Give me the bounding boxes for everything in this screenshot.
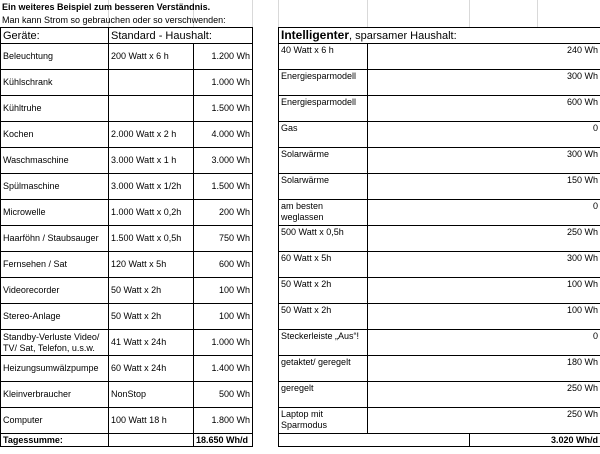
smart-calc-cell[interactable]: 40 Watt x 6 h xyxy=(279,44,368,70)
standard-value-cell[interactable]: 600 Wh xyxy=(194,252,253,278)
smart-value-cell[interactable]: 0 xyxy=(368,330,600,356)
totals-smart[interactable]: 3.020 Wh/d xyxy=(470,434,600,447)
device-cell[interactable]: Kleinverbraucher xyxy=(1,382,109,408)
standard-calc-cell[interactable]: 60 Watt x 24h xyxy=(109,356,194,382)
standard-value-cell[interactable]: 1.000 Wh xyxy=(194,70,253,96)
gap-cell xyxy=(253,28,279,44)
smart-value-cell[interactable]: 150 Wh xyxy=(368,174,600,200)
device-cell[interactable]: Waschmaschine xyxy=(1,148,109,174)
smart-calc-cell[interactable]: getaktet/ geregelt xyxy=(279,356,368,382)
table-row xyxy=(1,226,600,252)
device-cell[interactable]: Kühltruhe xyxy=(1,96,109,122)
standard-value-cell[interactable]: 3.000 Wh xyxy=(194,148,253,174)
totals-label[interactable]: Tagessumme: xyxy=(1,434,109,447)
table-row xyxy=(1,304,600,330)
device-cell[interactable]: Spülmaschine xyxy=(1,174,109,200)
standard-value-cell[interactable]: 100 Wh xyxy=(194,278,253,304)
smart-calc-cell[interactable]: Solarwärme xyxy=(279,174,368,200)
smart-value-cell[interactable]: 180 Wh xyxy=(368,356,600,382)
smart-calc-cell[interactable]: 60 Watt x 5h xyxy=(279,252,368,278)
standard-value-cell[interactable]: 4.000 Wh xyxy=(194,122,253,148)
gap-cell xyxy=(253,382,279,408)
gap-cell xyxy=(253,70,279,96)
smart-calc-cell[interactable]: 500 Watt x 0,5h xyxy=(279,226,368,252)
totals-standard[interactable]: 18.650 Wh/d xyxy=(194,434,253,447)
comparison-table xyxy=(0,27,600,447)
smart-value-cell[interactable]: 240 Wh xyxy=(368,44,600,70)
standard-value-cell[interactable]: 100 Wh xyxy=(194,304,253,330)
smart-calc-cell[interactable]: geregelt xyxy=(279,382,368,408)
device-cell[interactable]: Stereo-Anlage xyxy=(1,304,109,330)
totals-empty xyxy=(109,434,194,447)
gap-cell xyxy=(253,434,279,447)
gap-cell xyxy=(253,304,279,330)
standard-calc-cell[interactable]: 100 Watt 18 h xyxy=(109,408,194,434)
smart-value-cell[interactable]: 300 Wh xyxy=(368,70,600,96)
device-cell[interactable]: Beleuchtung xyxy=(1,44,109,70)
table-row xyxy=(1,356,600,382)
device-cell[interactable]: Fernsehen / Sat xyxy=(1,252,109,278)
table-row xyxy=(1,174,600,200)
standard-value-cell[interactable]: 1.000 Wh xyxy=(194,330,253,356)
smart-calc-cell[interactable]: Energiesparmodell xyxy=(279,96,368,122)
smart-value-cell[interactable]: 250 Wh xyxy=(368,408,600,434)
device-cell[interactable]: Computer xyxy=(1,408,109,434)
smart-calc-cell[interactable]: Gas xyxy=(279,122,368,148)
standard-value-cell[interactable]: 500 Wh xyxy=(194,382,253,408)
standard-calc-cell[interactable]: 41 Watt x 24h xyxy=(109,330,194,356)
device-cell[interactable]: Microwelle xyxy=(1,200,109,226)
device-cell[interactable]: Kühlschrank xyxy=(1,70,109,96)
standard-value-cell[interactable]: 200 Wh xyxy=(194,200,253,226)
standard-calc-cell[interactable]: NonStop xyxy=(109,382,194,408)
standard-calc-cell[interactable]: 50 Watt x 2h xyxy=(109,304,194,330)
standard-value-cell[interactable]: 1.500 Wh xyxy=(194,174,253,200)
header-geraete[interactable]: Geräte: xyxy=(1,28,109,44)
gap-cell xyxy=(253,122,279,148)
table-row xyxy=(1,70,600,96)
standard-calc-cell[interactable]: 200 Watt x 6 h xyxy=(109,44,194,70)
smart-calc-cell[interactable]: 50 Watt x 2h xyxy=(279,278,368,304)
device-cell[interactable]: Standby-Verluste Video/ TV/ Sat, Telefon, u.s.w. xyxy=(1,330,109,356)
table-row xyxy=(1,408,600,434)
header-smart-bold: Intelligenter xyxy=(281,28,350,42)
gap-cell xyxy=(253,408,279,434)
smart-calc-cell[interactable]: Steckerleiste „Aus“! xyxy=(279,330,368,356)
totals-smart-empty xyxy=(279,434,470,447)
standard-value-cell[interactable]: 750 Wh xyxy=(194,226,253,252)
smart-calc-cell[interactable]: Laptop mit Sparmodus xyxy=(279,408,368,434)
gap-cell xyxy=(253,174,279,200)
table-row xyxy=(1,122,600,148)
table-row xyxy=(1,382,600,408)
table-row xyxy=(1,44,600,70)
standard-calc-cell[interactable]: 1.500 Watt x 0,5h xyxy=(109,226,194,252)
device-cell[interactable]: Heizungsumwälzpumpe xyxy=(1,356,109,382)
standard-calc-cell[interactable] xyxy=(109,70,194,96)
header-smart[interactable] xyxy=(279,28,600,44)
device-cell[interactable]: Videorecorder xyxy=(1,278,109,304)
gap-cell xyxy=(253,356,279,382)
gap-cell xyxy=(253,148,279,174)
smart-calc-cell[interactable]: 50 Watt x 2h xyxy=(279,304,368,330)
standard-value-cell[interactable]: 1.800 Wh xyxy=(194,408,253,434)
gap-cell xyxy=(253,200,279,226)
standard-calc-cell[interactable]: 3.000 Watt x 1 h xyxy=(109,148,194,174)
device-cell[interactable]: Kochen xyxy=(1,122,109,148)
header-row xyxy=(1,28,600,44)
table-row xyxy=(1,200,600,226)
smart-value-cell[interactable]: 300 Wh xyxy=(368,252,600,278)
header-smart-rest: , sparsamer Haushalt: xyxy=(349,30,457,42)
smart-value-cell[interactable]: 0 xyxy=(368,200,600,226)
table-row xyxy=(1,148,600,174)
smart-value-cell[interactable]: 100 Wh xyxy=(368,304,600,330)
standard-calc-cell[interactable]: 50 Watt x 2h xyxy=(109,278,194,304)
gap-cell xyxy=(253,330,279,356)
totals-row xyxy=(1,434,600,447)
table-row xyxy=(1,252,600,278)
intro-subtitle[interactable]: Man kann Strom so gebrauchen oder so verschwenden: xyxy=(2,15,226,25)
standard-calc-cell[interactable]: 2.000 Watt x 2 h xyxy=(109,122,194,148)
standard-value-cell[interactable]: 1.200 Wh xyxy=(194,44,253,70)
smart-value-cell[interactable]: 600 Wh xyxy=(368,96,600,122)
gap-cell xyxy=(253,44,279,70)
smart-value-cell[interactable]: 250 Wh xyxy=(368,382,600,408)
gap-cell xyxy=(253,96,279,122)
smart-value-cell[interactable]: 100 Wh xyxy=(368,278,600,304)
standard-calc-cell[interactable]: 120 Watt x 5h xyxy=(109,252,194,278)
table-row xyxy=(1,330,600,356)
standard-value-cell[interactable]: 1.500 Wh xyxy=(194,96,253,122)
header-standard[interactable]: Standard - Haushalt: xyxy=(109,28,253,44)
intro-title[interactable]: Ein weiteres Beispiel zum besseren Verständnis. xyxy=(2,2,211,12)
smart-value-cell[interactable]: 250 Wh xyxy=(368,226,600,252)
smart-calc-cell[interactable]: am besten weglassen xyxy=(279,200,368,226)
standard-value-cell[interactable]: 1.400 Wh xyxy=(194,356,253,382)
standard-calc-cell[interactable]: 3.000 Watt x 1/2h xyxy=(109,174,194,200)
table-row xyxy=(1,278,600,304)
device-cell[interactable]: Haarföhn / Staubsauger xyxy=(1,226,109,252)
smart-calc-cell[interactable]: Solarwärme xyxy=(279,148,368,174)
table-row xyxy=(1,96,600,122)
smart-calc-cell[interactable]: Energiesparmodell xyxy=(279,70,368,96)
gap-cell xyxy=(253,278,279,304)
gap-cell xyxy=(253,226,279,252)
gap-cell xyxy=(253,252,279,278)
standard-calc-cell[interactable] xyxy=(109,96,194,122)
smart-value-cell[interactable]: 300 Wh xyxy=(368,148,600,174)
standard-calc-cell[interactable]: 1.000 Watt x 0,2h xyxy=(109,200,194,226)
smart-value-cell[interactable]: 0 xyxy=(368,122,600,148)
